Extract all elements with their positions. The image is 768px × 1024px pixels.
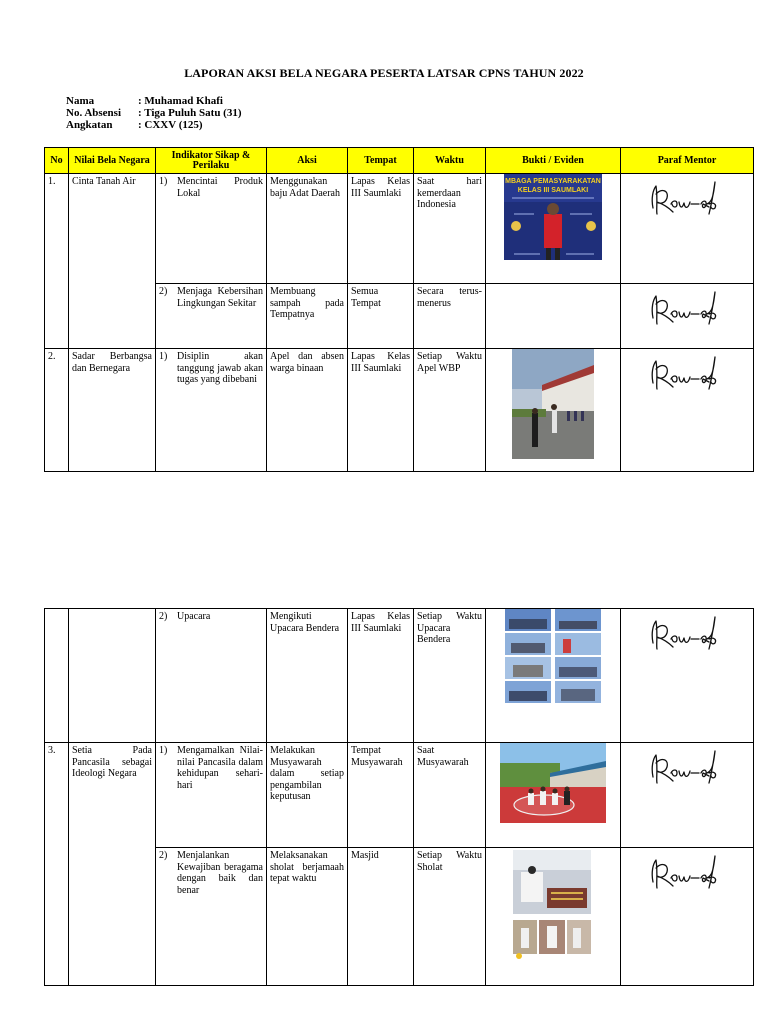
- participant-info: [66, 95, 242, 131]
- evidence-cell: [486, 174, 621, 284]
- tempat-cell: Masjid: [348, 848, 414, 986]
- info-label: Angkatan: [66, 119, 113, 131]
- banner-text-2: KELAS III SAUMLAKI: [517, 187, 589, 194]
- report-table-continued: [44, 608, 754, 986]
- paraf-cell: [621, 848, 754, 986]
- indikator-cell: [156, 174, 267, 284]
- header-aksi: Aksi: [267, 148, 348, 174]
- aksi-cell: Membuang sampah pada Tempatnya: [267, 284, 348, 349]
- aksi-cell: Mengikuti Upacara Bendera: [267, 609, 348, 743]
- row-number: 2.: [45, 349, 69, 472]
- evidence-cell: [486, 349, 621, 472]
- tempat-cell: Lapas Kelas III Saumlaki: [348, 174, 414, 284]
- paraf-cell: [621, 284, 754, 349]
- table-row: [45, 349, 754, 472]
- indikator-cell: [156, 848, 267, 986]
- info-row-absensi: [66, 107, 242, 119]
- header-bukti: Bukti / Eviden: [486, 148, 621, 174]
- header-no: No: [45, 148, 69, 174]
- info-label: Nama: [66, 95, 95, 107]
- signature-mark: [647, 848, 727, 894]
- signature-mark: [647, 743, 727, 789]
- indikator-number: 1): [159, 745, 168, 756]
- evidence-cell: [486, 848, 621, 986]
- evidence-photo-banner: [504, 174, 602, 260]
- aksi-cell: Menggunakan baju Adat Daerah: [267, 174, 348, 284]
- waktu-cell: Secara terus-menerus: [414, 284, 486, 349]
- header-indikator: Indikator Sikap & Perilaku: [156, 148, 267, 174]
- evidence-photo-sholat: [511, 848, 595, 964]
- indikator-text: Mengamalkan Nilai-nilai Pancasila dalam kehidupan sehari-hari: [177, 745, 263, 791]
- table-row: [45, 174, 754, 284]
- signature-mark: [647, 284, 727, 330]
- indikator-number: 1): [159, 176, 168, 187]
- signature-mark: [647, 174, 727, 220]
- banner-text-1: MBAGA PEMASYARAKATAN: [505, 178, 601, 185]
- indikator-text: Mencintai Produk Lokal: [177, 176, 263, 199]
- indikator-text: Disiplin akan tanggung jawab akan tugas yang dibebani: [177, 351, 263, 385]
- evidence-photo-collage-upacara: [505, 609, 601, 703]
- row-number: 1.: [45, 174, 69, 349]
- info-row-angkatan: [66, 119, 242, 131]
- waktu-cell: Saat Musyawarah: [414, 743, 486, 848]
- aksi-cell: Apel dan absen warga binaan: [267, 349, 348, 472]
- nilai-cell: Cinta Tanah Air: [69, 174, 156, 349]
- info-value: : Muhamad Khafi: [138, 95, 223, 107]
- header-paraf: Paraf Mentor: [621, 148, 754, 174]
- row-number: 3.: [45, 743, 69, 986]
- info-value: : CXXV (125): [138, 119, 203, 131]
- info-row-nama: [66, 95, 242, 107]
- header-waktu: Waktu: [414, 148, 486, 174]
- tempat-cell: Lapas Kelas III Saumlaki: [348, 609, 414, 743]
- aksi-cell: Melakukan Musyawarah dalam setiap pengambilan keputusan: [267, 743, 348, 848]
- row-number: [45, 609, 69, 743]
- indikator-number: 2): [159, 850, 168, 861]
- indikator-number: 2): [159, 286, 168, 297]
- indikator-text: Menjalankan Kewajiban beragama dengan baik dan benar: [177, 850, 263, 896]
- header-tempat: Tempat: [348, 148, 414, 174]
- indikator-cell: [156, 349, 267, 472]
- tempat-cell: Tempat Musyawarah: [348, 743, 414, 848]
- info-value: : Tiga Puluh Satu (31): [138, 107, 242, 119]
- waktu-cell: Setiap Waktu Apel WBP: [414, 349, 486, 472]
- evidence-photo-musyawarah: [500, 743, 606, 823]
- aksi-cell: Melaksanakan sholat berjamaah tepat waktu: [267, 848, 348, 986]
- evidence-cell: [486, 609, 621, 743]
- waktu-cell: Setiap Waktu Sholat: [414, 848, 486, 986]
- nilai-cell: [69, 609, 156, 743]
- header-nilai: Nilai Bela Negara: [69, 148, 156, 174]
- indikator-cell: [156, 284, 267, 349]
- nilai-cell: Setia Pada Pancasila sebagai Ideologi Negara: [69, 743, 156, 986]
- paraf-cell: [621, 349, 754, 472]
- info-label: No. Absensi: [66, 107, 122, 119]
- signature-mark: [647, 609, 727, 655]
- indikator-number: 2): [159, 611, 168, 622]
- nilai-cell: Sadar Berbangsa dan Bernegara: [69, 349, 156, 472]
- waktu-cell: Saat hari kemerdaan Indonesia: [414, 174, 486, 284]
- table-header-row: [45, 148, 754, 174]
- paraf-cell: [621, 743, 754, 848]
- indikator-text: Upacara: [177, 611, 211, 622]
- signature-mark: [647, 349, 727, 395]
- indikator-cell: [156, 609, 267, 743]
- table-row: [45, 743, 754, 848]
- evidence-photo-apel: [512, 349, 594, 459]
- evidence-cell: [486, 743, 621, 848]
- paraf-cell: [621, 609, 754, 743]
- table-row: [45, 609, 754, 743]
- tempat-cell: Lapas Kelas III Saumlaki: [348, 349, 414, 472]
- indikator-text: Menjaga Kebersihan Lingkungan Sekitar: [177, 286, 263, 309]
- indikator-cell: [156, 743, 267, 848]
- tempat-cell: Semua Tempat: [348, 284, 414, 349]
- report-title: LAPORAN AKSI BELA NEGARA PESERTA LATSAR CPNS TAHUN 2022: [184, 66, 584, 80]
- evidence-cell: [486, 284, 621, 349]
- report-table: [44, 147, 754, 472]
- paraf-cell: [621, 174, 754, 284]
- indikator-number: 1): [159, 351, 168, 362]
- waktu-cell: Setiap Waktu Upacara Bendera: [414, 609, 486, 743]
